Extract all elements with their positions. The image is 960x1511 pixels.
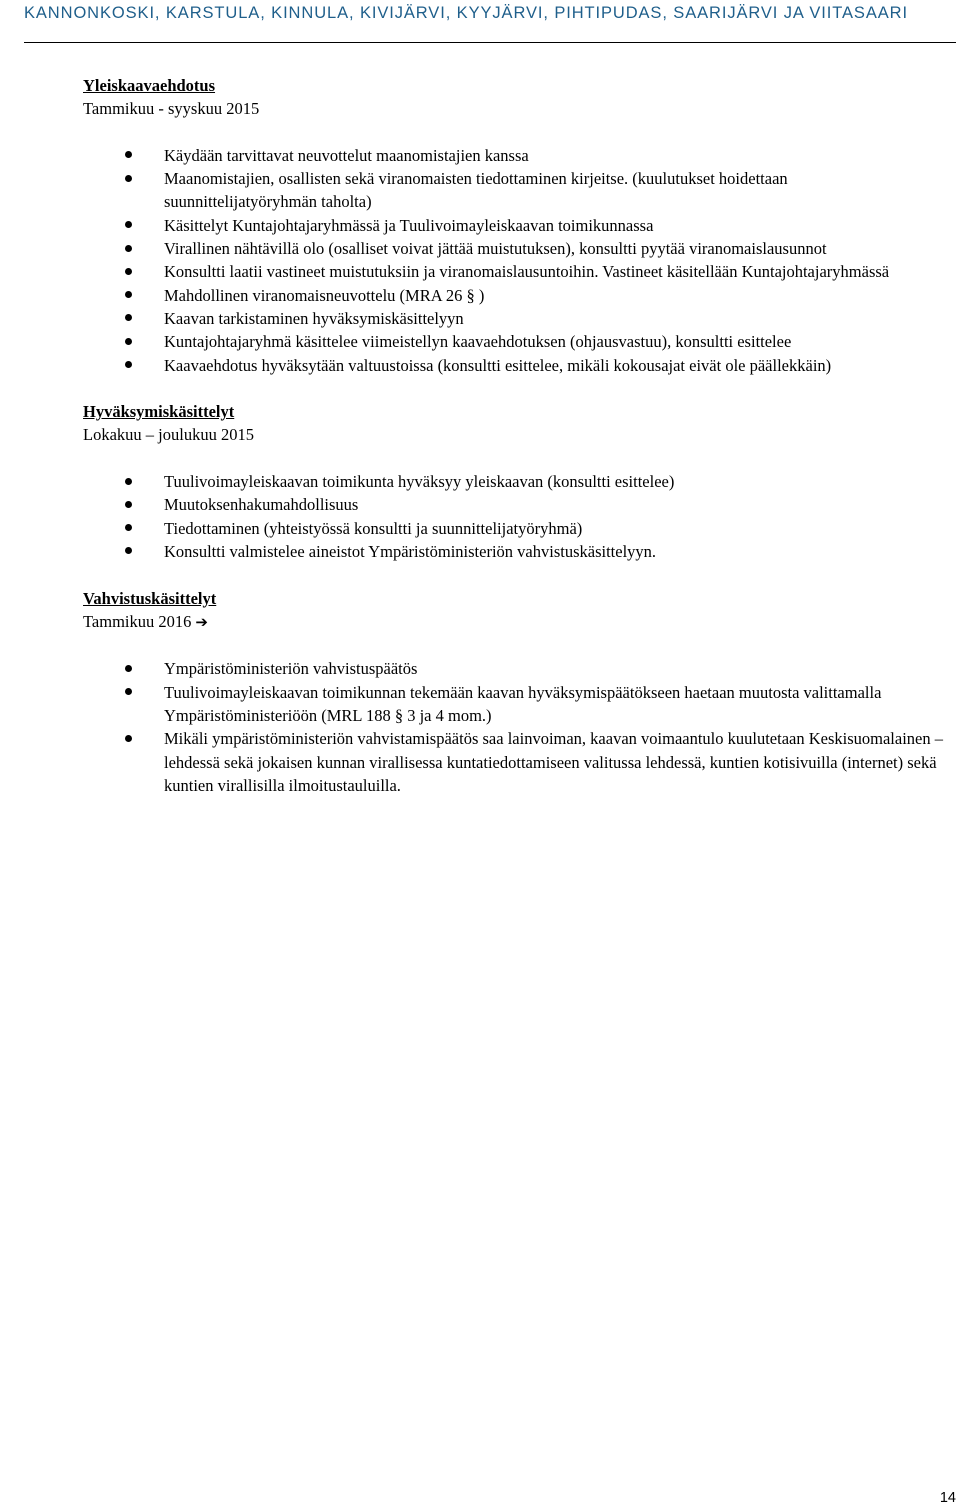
header-divider — [24, 42, 956, 43]
list-item: Virallinen nähtävillä olo (osalliset voivat jättää muistutuksen), konsultti pyytää viranomaislausunnot — [83, 237, 943, 260]
bullet-icon — [125, 221, 132, 228]
bullet-icon — [125, 175, 132, 182]
bullet-icon — [125, 688, 132, 695]
page-number: 14 — [939, 1490, 956, 1506]
section-period: Tammikuu - syyskuu 2015 — [83, 99, 260, 119]
bullet-icon — [125, 478, 132, 485]
bullet-icon — [125, 245, 132, 252]
bullet-icon — [125, 314, 132, 321]
bullet-icon — [125, 291, 132, 298]
bullet-icon — [125, 665, 132, 672]
section-title: Yleiskaavaehdotus — [83, 76, 216, 95]
section-yleiskaavaehdotus — [83, 74, 943, 377]
bullet-icon — [125, 338, 132, 345]
list-item: Konsultti valmistelee aineistot Ympäristöministeriön vahvistuskäsittelyyn. — [83, 540, 943, 563]
bullet-list — [83, 144, 943, 377]
list-item: Käydään tarvittavat neuvottelut maanomistajien kanssa — [83, 144, 943, 167]
list-item: Tuulivoimayleiskaavan toimikunnan tekemään kaavan hyväksymispäätökseen haetaan muutosta valittamalla Ympäristöministeriöön (MRL 188 § 3 ja 4 mom.) — [83, 681, 943, 728]
list-item: Ympäristöministeriön vahvistuspäätös — [83, 657, 943, 680]
bullet-list — [83, 470, 943, 563]
bullet-list — [83, 657, 943, 797]
bullet-icon — [125, 268, 132, 275]
list-item: Tuulivoimayleiskaavan toimikunta hyväksyy yleiskaavan (konsultti esittelee) — [83, 470, 943, 493]
bullet-icon — [125, 361, 132, 368]
section-period: Lokakuu – joulukuu 2015 — [83, 425, 254, 445]
bullet-icon — [125, 735, 132, 742]
list-item: Muutoksenhakumahdollisuus — [83, 493, 943, 516]
list-item: Käsittelyt Kuntajohtajaryhmässä ja Tuulivoimayleiskaavan toimikunnassa — [83, 214, 943, 237]
section-title: Vahvistuskäsittelyt — [83, 588, 217, 608]
bullet-icon — [125, 151, 132, 158]
page-header: KANNONKOSKI, KARSTULA, KINNULA, KIVIJÄRVI, KYYJÄRVI, PIHTIPUDAS, SAARIJÄRVI JA VIITASAARI — [24, 4, 908, 22]
arrow-right-icon: ➔ — [195, 612, 208, 631]
bullet-icon — [125, 501, 132, 508]
list-item: Kaavaehdotus hyväksytään valtuustoissa (konsultti esittelee, mikäli kokousajat eivät ole päällekkäin) — [83, 354, 943, 377]
bullet-icon — [125, 547, 132, 554]
list-item: Konsultti laatii vastineet muistutuksiin ja viranomaislausuntoihin. Vastineet käsitellään Kuntajohtajaryhmässä — [83, 260, 943, 283]
list-item: Mahdollinen viranomaisneuvottelu (MRA 26 § ) — [83, 284, 943, 307]
section-period: Tammikuu 2016 ➔ — [83, 611, 208, 631]
list-item: Maanomistajien, osallisten sekä viranomaisten tiedottaminen kirjeitse. (kuulutukset hoidettaan suunnittelijatyöryhmän taholta) — [83, 167, 943, 214]
document-body — [83, 74, 943, 821]
list-item: Mikäli ympäristöministeriön vahvistamispäätös saa lainvoiman, kaavan voimaantulo kuulutetaan Keskisuomalainen – lehdessä sekä jokaisen kunnan virallisessa kuntatiedottamiseen valitussa lehdessä, kuntien kotisivuilla (internet) sekä kuntien virallisilla ilmoitustauluilla. — [83, 727, 943, 797]
section-hyvaksymiskasittelyt — [83, 400, 943, 563]
list-item: Kuntajohtajaryhmä käsittelee viimeistellyn kaavaehdotuksen (ohjausvastuu), konsultti esittelee — [83, 330, 943, 353]
list-item: Kaavan tarkistaminen hyväksymiskäsittelyyn — [83, 307, 943, 330]
bullet-icon — [125, 524, 132, 531]
list-item: Tiedottaminen (yhteistyössä konsultti ja suunnittelijatyöryhmä) — [83, 517, 943, 540]
section-title: Hyväksymiskäsittelyt — [83, 402, 235, 422]
section-vahvistuskasittelyt — [83, 587, 943, 798]
